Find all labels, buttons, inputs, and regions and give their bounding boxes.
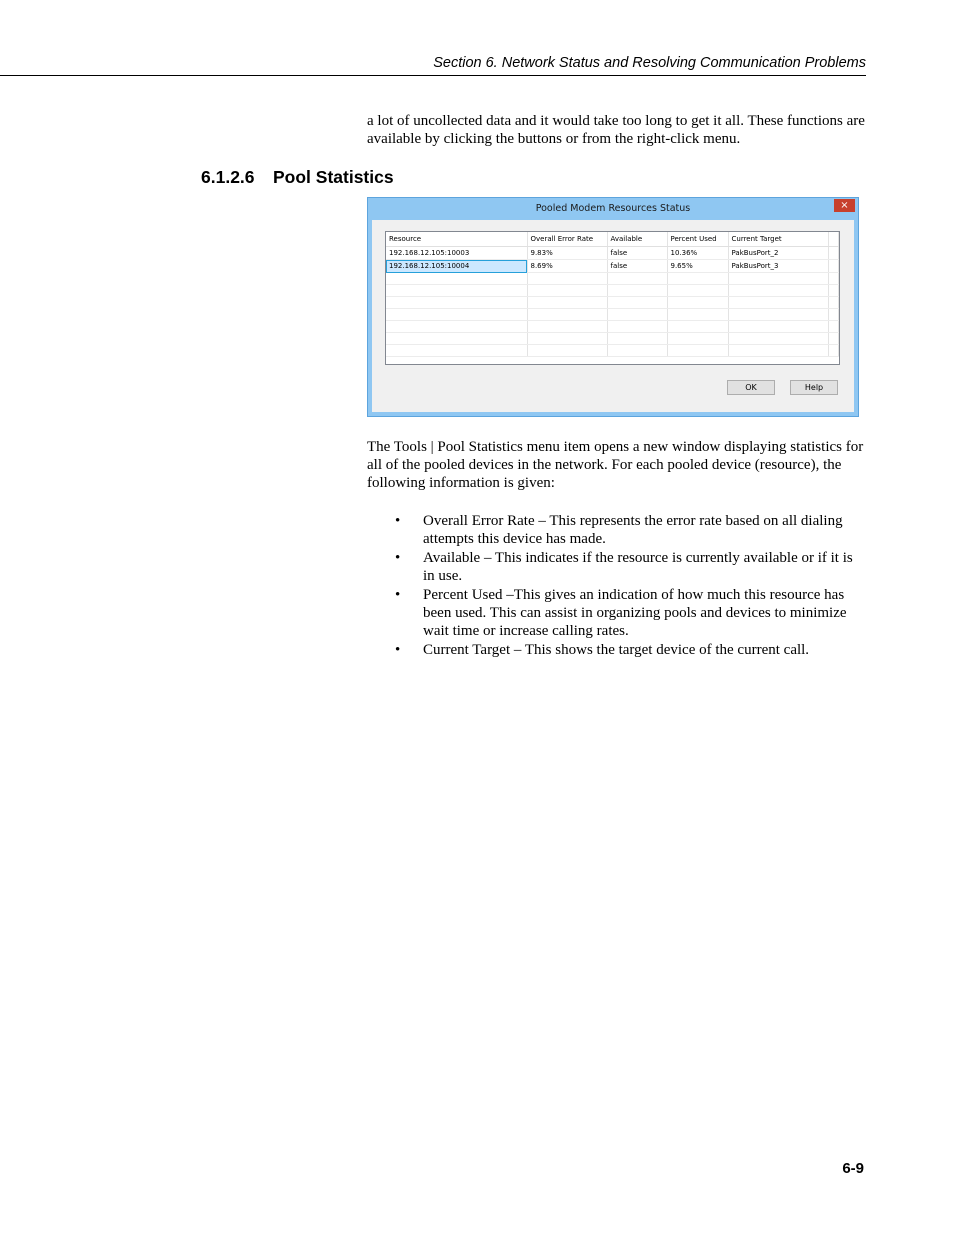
table-cell[interactable]: 8.69% (527, 260, 607, 273)
help-button[interactable]: Help (790, 380, 838, 395)
table-cell[interactable] (527, 333, 607, 345)
dialog-body (372, 220, 854, 412)
list-item (367, 641, 867, 659)
list-item-text: Current Target – This shows the target device of the current call. (423, 642, 810, 658)
column-header-available[interactable]: Available (607, 232, 667, 247)
bullet-icon: • (395, 642, 401, 658)
table-cell[interactable]: 192.168.12.105:10003 (386, 247, 527, 260)
pool-statistics-dialog (367, 197, 859, 417)
table-cell[interactable] (728, 321, 828, 333)
list-item-text: Percent Used –This gives an indication of how much this resource has been used. This can assist in organizing pools and devices to minimize wait time or increase calling rates. (423, 587, 847, 639)
description-paragraph: The Tools | Pool Statistics menu item opens a new window displaying statistics for all of the pooled devices in the network. For each pooled device (resource), the following information is given: (367, 439, 864, 491)
table-cell[interactable] (828, 321, 839, 333)
dialog-title: Pooled Modem Resources Status (535, 203, 691, 214)
table-row[interactable] (386, 345, 839, 357)
table-row[interactable] (386, 321, 839, 333)
table-cell[interactable] (386, 297, 527, 309)
table-cell[interactable] (527, 309, 607, 321)
table-cell[interactable] (728, 273, 828, 285)
table-cell[interactable] (667, 273, 728, 285)
table-cell[interactable] (527, 285, 607, 297)
table-cell[interactable] (607, 345, 667, 357)
list-item (367, 586, 867, 640)
table-row[interactable] (386, 260, 839, 273)
close-icon[interactable]: × (834, 199, 855, 212)
table-cell[interactable] (607, 297, 667, 309)
heading-number: 6.1.2.6 (201, 167, 255, 187)
table-cell[interactable] (386, 321, 527, 333)
table-row[interactable] (386, 333, 839, 345)
table-cell[interactable] (828, 333, 839, 345)
table-cell[interactable] (607, 273, 667, 285)
table-cell[interactable] (527, 345, 607, 357)
table-header-row (386, 232, 839, 247)
table-cell[interactable] (527, 273, 607, 285)
list-item (367, 512, 867, 548)
table-cell[interactable] (667, 345, 728, 357)
table-cell[interactable] (728, 309, 828, 321)
table-cell[interactable]: false (607, 260, 667, 273)
table-cell[interactable]: 10.36% (667, 247, 728, 260)
table-cell[interactable]: false (607, 247, 667, 260)
table-cell[interactable]: 9.83% (527, 247, 607, 260)
table-row[interactable] (386, 247, 839, 260)
table-cell[interactable] (607, 285, 667, 297)
intro-paragraph: a lot of uncollected data and it would take too long to get it all. These functions are available by clicking the buttons or from the right-click menu. (367, 113, 865, 147)
column-header-overall-error-rate[interactable]: Overall Error Rate (527, 232, 607, 247)
table-cell[interactable] (667, 297, 728, 309)
table-cell[interactable] (828, 247, 839, 260)
table-cell[interactable] (607, 333, 667, 345)
section-title: Section 6. Network Status and Resolving Communication Problems (433, 55, 866, 71)
table-cell[interactable]: PakBusPort_3 (728, 260, 828, 273)
column-header-current-target[interactable]: Current Target (728, 232, 828, 247)
table-row[interactable] (386, 309, 839, 321)
table-cell[interactable] (828, 273, 839, 285)
bullet-icon: • (395, 513, 401, 529)
table-cell[interactable] (667, 309, 728, 321)
table-cell[interactable] (728, 285, 828, 297)
column-header-percent-used[interactable]: Percent Used (667, 232, 728, 247)
statistics-list (367, 512, 867, 660)
table-row[interactable] (386, 273, 839, 285)
table-cell[interactable] (828, 285, 839, 297)
table-row[interactable] (386, 297, 839, 309)
table-cell[interactable]: 9.65% (667, 260, 728, 273)
page-number: 6-9 (842, 1160, 864, 1177)
column-header-filler (828, 232, 839, 247)
list-item-text: Overall Error Rate – This represents the error rate based on all dialing attempts this device has made. (423, 513, 843, 547)
section-heading (201, 167, 394, 188)
table-cell[interactable] (828, 309, 839, 321)
table-cell[interactable] (667, 285, 728, 297)
resources-grid (385, 231, 840, 365)
table-cell[interactable] (386, 285, 527, 297)
table-cell[interactable]: PakBusPort_2 (728, 247, 828, 260)
table-cell[interactable] (386, 273, 527, 285)
list-item-text: Available – This indicates if the resource is currently available or if it is in use. (423, 550, 853, 584)
table-cell[interactable] (828, 260, 839, 273)
table-cell[interactable] (828, 297, 839, 309)
bullet-icon: • (395, 587, 401, 603)
list-item (367, 549, 867, 585)
table-cell[interactable] (527, 297, 607, 309)
resources-table (386, 232, 839, 357)
ok-button[interactable]: OK (727, 380, 775, 395)
page-header (0, 55, 866, 76)
table-cell[interactable] (667, 333, 728, 345)
table-cell[interactable] (607, 309, 667, 321)
table-cell[interactable] (728, 333, 828, 345)
table-body (386, 247, 839, 357)
table-cell[interactable] (386, 345, 527, 357)
heading-title: Pool Statistics (273, 167, 394, 187)
table-cell[interactable] (667, 321, 728, 333)
table-cell[interactable] (728, 297, 828, 309)
table-cell[interactable]: 192.168.12.105:10004 (386, 260, 527, 273)
table-row[interactable] (386, 285, 839, 297)
table-cell[interactable] (828, 345, 839, 357)
bullet-icon: • (395, 550, 401, 566)
table-cell[interactable] (386, 333, 527, 345)
table-cell[interactable] (728, 345, 828, 357)
column-header-resource[interactable]: Resource (386, 232, 527, 247)
table-cell[interactable] (607, 321, 667, 333)
table-cell[interactable] (527, 321, 607, 333)
table-cell[interactable] (386, 309, 527, 321)
